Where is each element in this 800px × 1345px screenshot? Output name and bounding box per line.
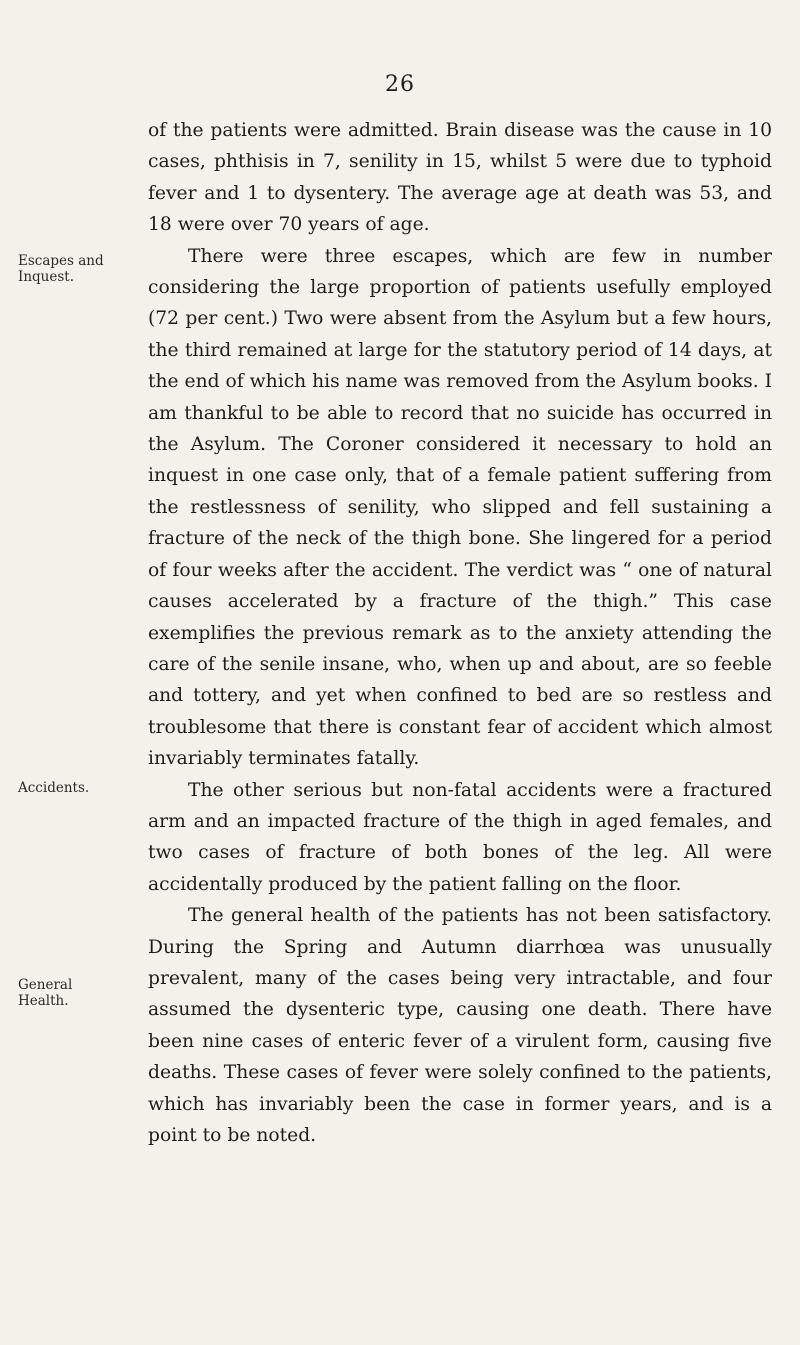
body-text <box>148 115 772 1151</box>
page-number: 26 <box>385 72 415 97</box>
margin-note-accidents: Accidents. <box>18 780 90 796</box>
margin-note-general-health: General Health. <box>18 977 73 1009</box>
margin-note-escapes-inquest: Escapes and Inquest. <box>18 253 104 285</box>
paragraph-escapes-inquest: There were three escapes, which are few in number considering the large proportion of patients usefully employed (72 per cent.) Two were absent from the Asylum but a few hours, the third remained at large for the statutory period of 14 days, at the end of which his name was removed from the Asylum books. I am thankful to be able to record that no suicide has occurred in the Asylum. The Coroner considered it necessary to hold an inquest in one case only, that of a female patient suffering from the restlessness of senility, who slipped and fell sustaining a fracture of the neck of the thigh bone. She lingered for a period of four weeks after the accident. The verdict was “ one of natural causes accelerated by a fracture of the thigh.” This case exemplifies the previous remark as to the anxiety attending the care of the senile insane, who, when up and about, are so feeble and tottery, and yet when confined to bed are so restless and troublesome that there is constant fear of accident which almost invariably terminates fatally. <box>148 245 772 770</box>
paragraph-accidents: The other serious but non-fatal accidents were a fractured arm and an impacted fracture of the thigh in aged females, and two cases of fracture of both bones of the leg. All were accidentally produced by the patient falling on the floor. <box>148 779 772 895</box>
paragraph-deaths-causes: of the patients were admitted. Brain disease was the cause in 10 cases, phthisis in 7, senility in 15, whilst 5 were due to typhoid fever and 1 to dysentery. The average age at death was 53, and 18 were over 70 years of age. <box>148 120 772 236</box>
paragraph-general-health: The general health of the patients has not been satisfactory. During the Spring and Autumn diarrhœa was unusually prevalent, many of the cases being very intractable, and four assumed the dysenteric type, causing one death. There have been nine cases of enteric fever of a virulent form, causing five deaths. These cases of fever were solely confined to the patients, which has invariably been the case in former years, and is a point to be noted. <box>148 905 772 1146</box>
